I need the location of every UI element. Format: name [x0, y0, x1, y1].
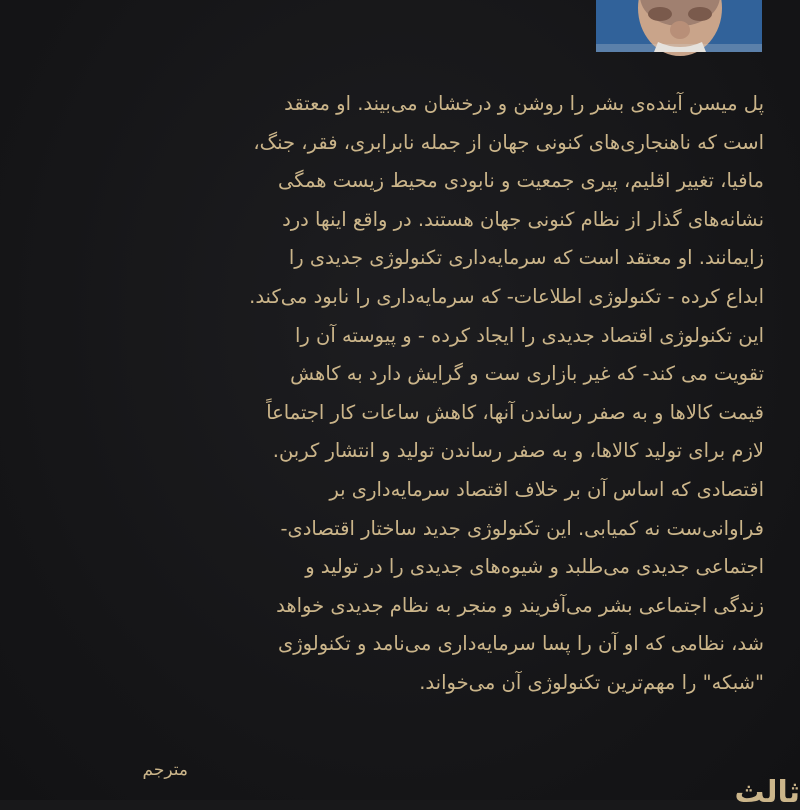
blurb-line: ابداع کرده - تکنولوژی اطلاعات- که سرمایه‌داری را نابود می‌کند.	[249, 284, 764, 308]
blurb-line: اجتماعی جدیدی می‌طلبد و شیوه‌های جدیدی را در تولید و	[305, 555, 764, 579]
blurb-line: تقویت می کند- که غیر بازاری ست و گرایش دارد به کاهش	[290, 362, 764, 386]
publisher-logo: ثالث	[734, 775, 800, 810]
book-blurb	[96, 85, 764, 703]
author-photo	[596, 0, 762, 52]
blurb-line: قیمت کالاها و به صفر رساندن آنها، کاهش ساعات کار اجتماعاً	[266, 400, 764, 424]
blurb-line: زندگی اجتماعی بشر می‌آفریند و منجر به نظام جدیدی خواهد	[276, 593, 764, 617]
blurb-line: نشانه‌های گذار از نظام کنونی جهان هستند. در واقع اینها درد	[282, 207, 764, 231]
blurb-line: پل میسن آینده‌ی بشر را روشن و درخشان می‌بیند. او معتقد	[284, 92, 764, 115]
blurb-line: "شبکه" را مهم‌ترین تکنولوژی آن می‌خواند.	[419, 670, 764, 694]
blurb-line: مافیا، تغییر اقلیم، پیری جمعیت و نابودی محیط زیست همگی	[277, 169, 764, 193]
author-portrait-image	[596, 0, 762, 52]
blurb-line: این تکنولوژی اقتصاد جدیدی را ایجاد کرده - و پیوسته آن را	[294, 323, 764, 347]
blurb-line: شد، نظامی که او آن را پسا سرمایه‌داری می‌نامد و تکنولوژی	[278, 632, 764, 656]
translator-label: مترجم	[142, 760, 188, 780]
blurb-line: اقتصادی که اساس آن بر خلاف اقتصاد سرمایه‌داری بر	[329, 477, 764, 501]
blurb-line: زایمانند. او معتقد است که سرمایه‌داری تکنولوژی جدیدی را	[288, 246, 764, 270]
blurb-line: است که ناهنجاری‌های کنونی جهان از جمله نابرابری، فقر، جنگ،	[253, 130, 764, 154]
blurb-line: لازم برای تولید کالاها، و به صفر رساندن تولید و انتشار کربن.	[272, 439, 764, 463]
blurb-line: فراوانی‌ست نه کمیابی. این تکنولوژی جدید ساختار اقتصادی-	[280, 516, 764, 540]
